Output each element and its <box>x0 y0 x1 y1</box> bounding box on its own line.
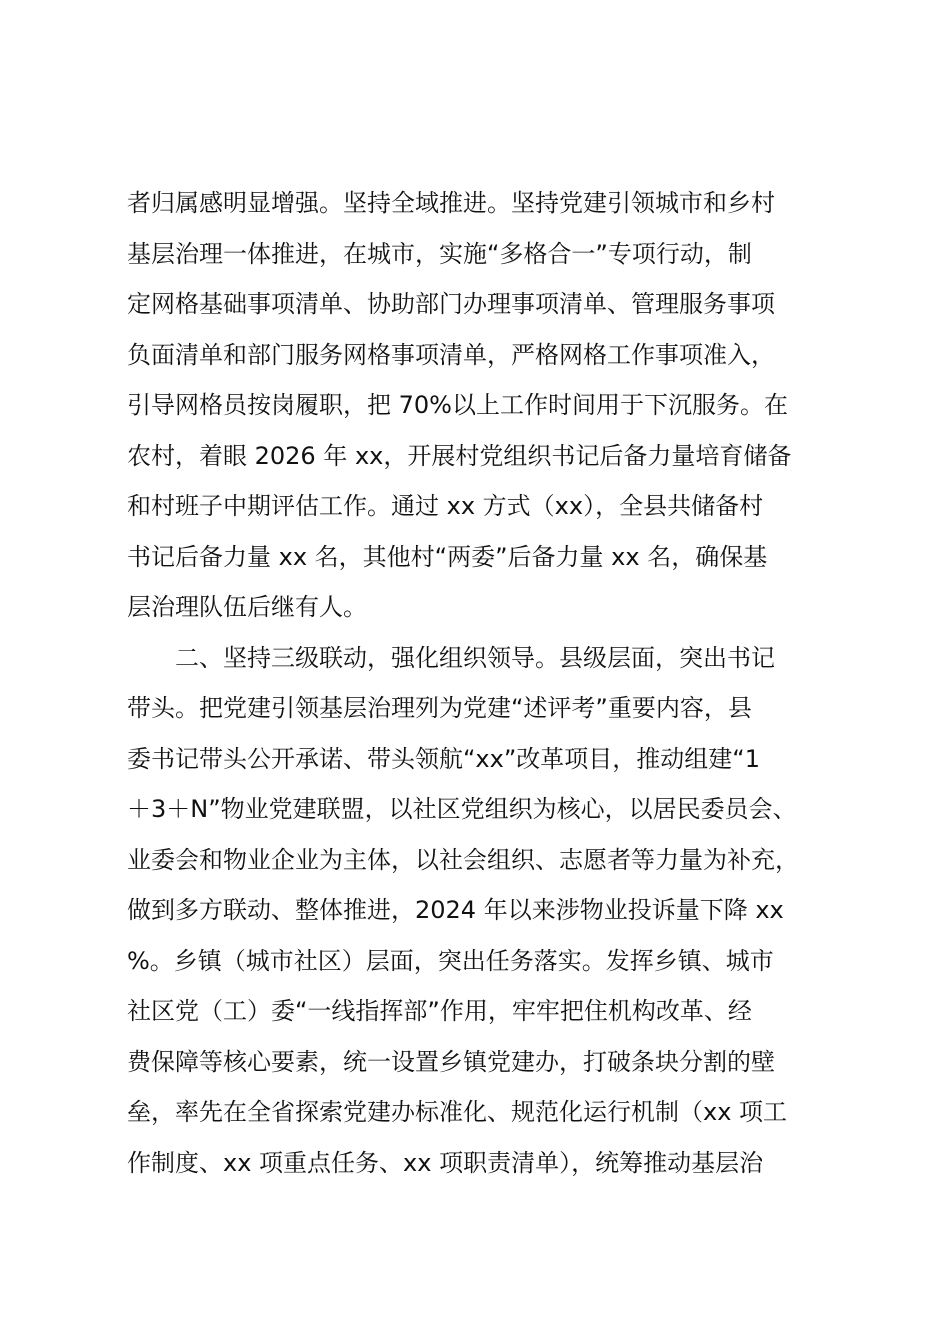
text-line-9: 层治理队伍后继有人。 <box>127 593 367 621</box>
text-line-14: 业委会和物业企业为主体，以社会组织、志愿者等力量为补充， <box>127 845 799 874</box>
text-line-11: 带头。把党建引领基层治理列为党建“述评考”重要内容，县 <box>127 694 752 722</box>
text-line-17: 社区党（工）委“一线指挥部”作用，牢牢把住机构改革、经 <box>127 997 752 1025</box>
body-text <box>127 178 847 1188</box>
text-line-5: 引导网格员按岗履职，把 70%以上工作时间用于下沉服务。在 <box>127 391 788 419</box>
text-line-20: 作制度、xx 项重点任务、xx 项职责清单），统筹推动基层治 <box>127 1148 764 1177</box>
text-line-13: ＋3＋N”物业党建联盟，以社区党组织为核心，以居民委员会、 <box>127 795 797 823</box>
text-line-4: 负面清单和部门服务网格事项清单，严格网格工作事项准入， <box>127 340 775 369</box>
text-line-15: 做到多方联动、整体推进，2024 年以来涉物业投诉量下降 xx <box>127 896 784 924</box>
text-line-7: 和村班子中期评估工作。通过 xx 方式（xx），全县共储备村 <box>127 492 764 520</box>
text-line-1: 者归属感明显增强。坚持全域推进。坚持党建引领城市和乡村 <box>127 189 775 217</box>
text-line-16: %。乡镇（城市社区）层面，突出任务落实。发挥乡镇、城市 <box>127 946 774 975</box>
section-heading-line: 二、坚持三级联动，强化组织领导。县级层面，突出书记 <box>175 643 775 672</box>
text-line-2: 基层治理一体推进，在城市，实施“多格合一”专项行动，制 <box>127 239 752 268</box>
text-line-8: 书记后备力量 xx 名，其他村“两委”后备力量 xx 名，确保基 <box>127 542 768 571</box>
text-line-3: 定网格基础事项清单、协助部门办理事项清单、管理服务事项 <box>127 290 775 318</box>
text-line-6: 农村，着眼 2026 年 xx，开展村党组织书记后备力量培育储备 <box>127 441 792 470</box>
text-line-19: 垒，率先在全省探索党建办标准化、规范化运行机制（xx 项工 <box>127 1098 788 1126</box>
text-line-12: 委书记带头公开承诺、带头领航“xx”改革项目，推动组建“1 <box>127 744 760 773</box>
text-line-18: 费保障等核心要素，统一设置乡镇党建办，打破条块分割的壁 <box>127 1047 775 1076</box>
